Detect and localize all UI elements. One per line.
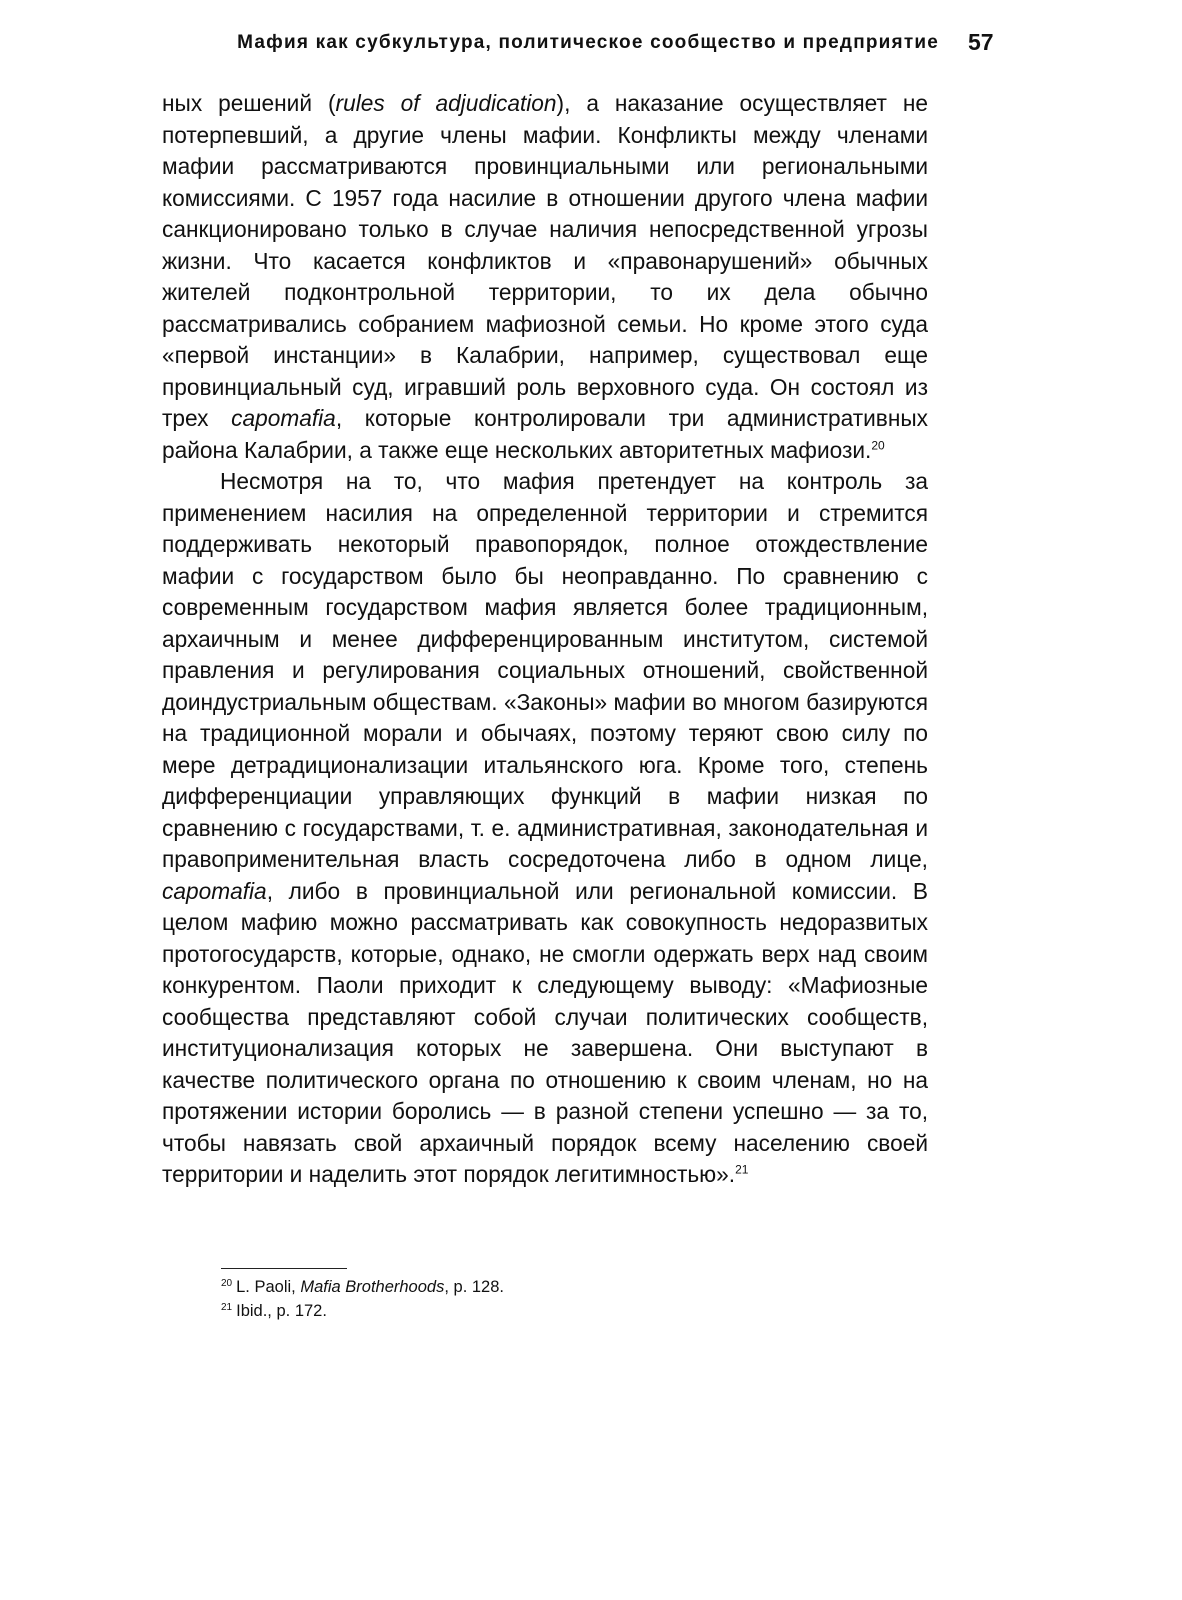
running-title: Мафия как субкультура, политическое сообщество и предприятие <box>237 32 939 53</box>
footnote-21 <box>221 1299 921 1323</box>
footnote-text: L. Paoli, <box>236 1278 301 1296</box>
paragraph-2-text-b: , либо в провинциальной или региональной комиссии. В целом мафию можно рассматривать как совокупность недоразвитых протогосударств, которые, однако, не смогли одержать верх над своим конкурентом. Паоли приходит к следующему выводу: «Мафиозные сообщества представляют собой случаи политических сообществ, институционализация которых не завершена. Они выступают в качестве политического органа по отношению к своим членам, но на протяжении истории боролись — в разной степени успешно — за то, чтобы навязать свой архаичный порядок всему населению своей территории и наделить этот порядок легитимностью». <box>162 877 928 1187</box>
footnote-divider <box>221 1268 347 1269</box>
footnote-book-title: Mafia Brotherhoods <box>300 1278 445 1296</box>
paragraph-2-text-a: Несмотря на то, что мафия претендует на контроль за применением насилия на определенной территории и стремится поддерживать некоторый правопорядок, полное отождествление мафии с государством было бы неоправданно. По сравнению с современным государством мафия является более традиционным, архаичным и менее дифференцированным институтом, системой правления и регулирования социальных отношений, свойственной доиндустриальным обществам. «Законы» мафии во многом базируются на традиционной морали и обычаях, поэтому теряют свою силу по мере детрадиционализации итальянского юга. Кроме того, степень дифференциации управляющих функций в мафии низкая по сравнению с государствами, т. е. административная, законодательная и правоприменительная власть сосредоточена либо в одном лице, <box>162 468 928 872</box>
footnote-number: 20 <box>221 1277 233 1289</box>
paragraph-1-text-c: , которые контролировали три административных района Калабрии, а также еще нескольких авторитетных мафиози. <box>162 405 928 463</box>
paragraph-2 <box>162 466 928 1191</box>
footnote-20 <box>221 1275 921 1299</box>
paragraph-1-text-b: ), а наказание осуществляет не потерпевший, а другие члены мафии. Конфликты между членами мафии рассматриваются провинциальными или региональными комиссиями. С 1957 года насилие в отношении другого члена мафии санкционировано только в случае наличия непосредственной угрозы жизни. Что касается конфликтов и «правонарушений» обычных жителей подконтрольной территории, то их дела обычно рассматривались собранием мафиозной семьи. Но кроме этого суда «первой инстанции» в Калабрии, например, существовал еще провинциальный суд, игравший роль верховного суда. Он состоял из трех <box>162 90 928 431</box>
paragraph-1-text-a: ных решений ( <box>162 90 336 116</box>
paragraph-1-italic-capomafia: capomafia <box>231 405 336 431</box>
footnote-ref-21[interactable]: 21 <box>735 1162 749 1177</box>
footnote-number: 21 <box>221 1301 233 1313</box>
running-head <box>0 29 1182 62</box>
footnotes <box>221 1275 921 1323</box>
page-number: 57 <box>968 29 994 55</box>
footnote-text: Ibid., p. 172. <box>236 1302 327 1320</box>
paragraph-1 <box>162 88 928 466</box>
footnote-text-end: , p. 128. <box>444 1278 504 1296</box>
body-text <box>162 88 928 1191</box>
paragraph-1-italic-term: rules of adjudication <box>335 90 557 116</box>
paragraph-2-italic-capomafia: capomafia <box>162 877 267 904</box>
footnote-ref-20[interactable]: 20 <box>871 437 885 452</box>
